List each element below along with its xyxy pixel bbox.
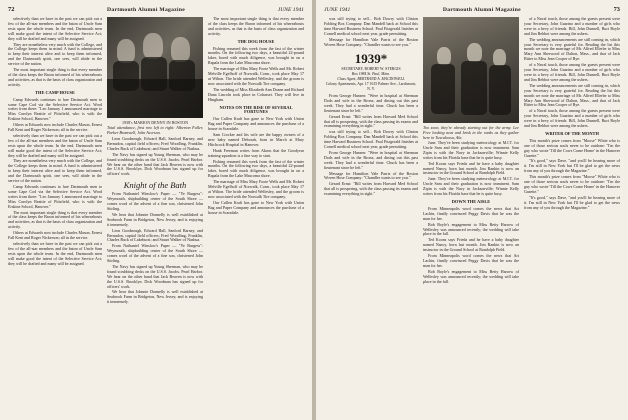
paragraph: The Navy has signed up Young Sherman, who may be found scrubbing decks on the U.S.S. Jacobs. Pearl Harbor. We hear on the other hand that Jack Beaven is now with the U.S.S. Brooklyn. Dick Woodman has signed up for officers' work. — [107, 263, 203, 289]
paragraph: selectively than we have in the past we can pick out a few of the all-star members and the baton of Uncle Sam rests upon the whole team. In the end, Dartmouth men will make good the intent of the Selective Service Act; they will be drafted and many will be assigned. — [8, 132, 102, 158]
paragraph: From Nathaniel Winslow's Paper — "Ye Burgess": Weymouth, shipbuilding center of the South Shore — comes word of the advent of a fine son, christened John Stirling. — [107, 191, 203, 211]
running-title: Dartmouth Alumni Magazine — [442, 6, 521, 13]
left-running-header — [8, 5, 304, 14]
article-title: Knight of the Bath — [123, 180, 187, 191]
paragraph: was still trying to sell... Bob Dowry with Clinton Folding Box Company. Dan Mandell back at School this time Harvard Business School. Paul Fitzgerald finishes at Cornell medical school next year, grade permitting. — [324, 129, 418, 150]
paragraph: Our Cullen Kraft has gone to New York with Union Bag and Paper Company and announces the purchase of a house in Scarsdale. — [208, 199, 304, 215]
paragraph: of a Naval touch, those among the guests present were your Secretary, John Guarino and a number of girls who were in a bevy of friends. Bill, John Dunnell, Burt Boyle and Jim Rebbot were among the ushers. — [524, 62, 620, 82]
paragraph: This month's prize comes from "Moose" White who is one of those serious souls never to be outdone: "I'm the guy who wrote 'Till the Cows Come Home' in the Hanover Gazette." — [524, 137, 620, 158]
right-page — [316, 0, 628, 420]
paragraph: Camp Edwards continues to lure Dartmouth men to some Cape Cod via the Selective Service Act. Word writes from there: "Leo January 1 announced marriage to Miss Carolyn Beattie of Pittsfield, who is with the Erskine School, Hanover." — [8, 96, 102, 122]
paragraph: Gerard Ernst: "Bill writes from Harvard Med School that all is prospering, with the class passing its exams and examining everything in sight." — [324, 181, 418, 197]
paragraph: "It's good," says Dave, "and you'll be hearing more of it. I'm still in New York but I'll be glad to get the news from any of you through the Magazine." — [524, 158, 620, 174]
paragraph: Hank Freeman writes from Akron that the Goodyear training squadron is a fine way to start. — [208, 147, 304, 158]
army-photo — [423, 17, 519, 123]
running-month: JUNE 1941 — [324, 6, 351, 13]
section-heading: WRITER OF THE MONTH — [545, 130, 599, 136]
right-running-header — [324, 5, 620, 14]
photo-caption: Too soon, they're already starting out for the army. Lee Free looking neat and brisk in the ranks as they gather here in Tuscaloosa, Ala. — [423, 125, 519, 140]
paragraph: They are nonetheless very much with the College, and the College keeps them in mind. A fund is administered to keep their interest alive and to keep them informed, and the Dartmouth spirit, one sees, will abide in the service of the nation. — [8, 41, 102, 67]
paragraph: Leon Goodnough, Edward Hall, Sanford Barney, and Bernadon, capital field officers; Fred Woodling, Franklin, Charles Buck of Lakehurst; and Stuart Walker of Nashua. — [107, 136, 203, 151]
class-agent-line: Class Agent, BERTRAND A. MACDOWELL — [337, 77, 405, 82]
paragraph: Bob Boyle's engagement to Miss Betty Harrow of Wellesley was announced recently; the wedding will take place in the fall. — [423, 268, 519, 284]
paragraph: The wedding announcements are still coming in, which your Secretary is very grateful for. Reading the list this month we note the marriage of Mr. Alfred Ellerbe to Miss Mary Ann Sherwood of Dalton, Mass., and that of Jack Bitter to Miss Jean Cooper of Rye. — [524, 36, 620, 62]
right-column-1 — [324, 17, 418, 415]
section-heading: THE CAMP HOUSE — [35, 89, 75, 95]
secretary-address: Box 1984 St. Paul, Minn. — [351, 72, 391, 77]
section-heading: NOTES ON THE RISE OF SEVERAL FORTUNES — [219, 104, 293, 115]
paragraph: was still trying to sell... Bob Dowry with Clinton Folding Box Company. Dan Mandell back at School this time Harvard Business School. Paul Fitzgerald finishes at Cornell medical school next year, grade permitting. — [324, 16, 418, 36]
paragraph: From George Hansen: "Were in hospital at Sherman Dods and wife in the Bronx, and dining out this past week. They had a wonderful time. Chuck has been a lieutenant since he left." — [324, 92, 418, 113]
paragraph: Others at Edwards now include Charles Mason, Ernest Fall Kent and Roger Nickerson; all in the service. — [8, 122, 102, 133]
paragraph: From Minneapolis word comes the news that Art Lachin, finally convinced Peggy Davis that he was the man for her. — [423, 205, 519, 221]
paragraph: The most important single thing is that every member of the class keeps the Baron informed of his whereabouts and activities, as that is the basis of class organization and activity. — [8, 67, 102, 87]
paragraph: of a Naval touch, those among the guests present were your Secretary, John Guarino and a number of girls who were in a bevy of friends. Bill, John Dunnell, Burt Boyle and Jim Rebbot were among the ushers. — [524, 108, 620, 129]
right-column-3 — [524, 17, 620, 415]
running-title: Dartmouth Alumni Magazine — [107, 6, 186, 13]
paragraph: Camp Edwards continues to lure Dartmouth men to some Cape Cod via the Selective Service Act. Word writes from there: "Leo January 1 announced marriage to Miss Carolyn Beattie of Pittsfield, who is with the Erskine School, Hanover." — [8, 184, 102, 209]
paragraph: Ted Koons says Frieda and he have a baby daughter named Nancy, born last month. Jim Rankin is now an instructor in the Ground School at Randolph Field. — [423, 160, 519, 176]
class-photo — [107, 17, 203, 118]
section-heading: DOWN THE AISLE — [451, 198, 491, 204]
paragraph: Ted Koons says Frieda and he have a baby daughter named Nancy, born last month. Jim Rankin is now an instructor in the Ground School at Randolph Field. — [423, 237, 519, 253]
right-column-2 — [423, 141, 519, 415]
paragraph: They are nonetheless very much with the College, and the College keeps them in mind. A fund is administered to keep their interest alive and to keep them informed, and the Dartmouth spirit, one sees, will abide in the service of the nation. — [8, 158, 102, 184]
paragraph: Others at Edwards now include Charles Mason, Ernest Fall Kent and Roger Nickerson; all in the service. — [8, 230, 102, 241]
secretary-line: SECRETARY, ROBERT W. STERGIS — [341, 67, 401, 72]
left-page — [0, 0, 312, 420]
paragraph: Sam Crocker and his wife are the happy owners of a new baby named Deborah, born in March at Mary Hitchcock Hospital in Hanover. — [208, 132, 304, 147]
photo-caption: 1938's MARION DENNY IN BOSTON Total attendance, first row left to right: Alberton Fuller, Parker Bramwell, John Accrson. — [107, 120, 203, 135]
paragraph: Our Cullen Kraft has gone to New York with Union Bag and Paper Company and announces the purchase of a house in Scarsdale. — [208, 116, 304, 132]
paragraph: The wedding announcements are still coming in, which your Secretary is very grateful for. Reading the list this month we note the marriage of Mr. Alfred Ellerbe to Miss Mary Ann Sherwood of Dalton, Mass., and that of Jack Bitter to Miss Jean Cooper of Rye. — [524, 82, 620, 108]
paragraph: This month's prize comes from "Moose" White who is one of those serious souls never to be outdone: "I'm the guy who wrote 'Till the Cows Come Home' in the Hanover Gazette." — [524, 174, 620, 194]
paragraph: The Navy has signed up Young Sherman, who may be found scrubbing decks on the U.S.S. Jacobs. Pearl Harbor. We hear on the other hand that Jack Beaven is now with the U.S.S. Brooklyn. Dick Woodman has signed up for officers' work. — [107, 151, 203, 177]
paragraph: Gerard Ernst: "Bill writes from Harvard Med School that all is prospering, with the class passing its exams and examining everything in sight." — [324, 113, 418, 129]
left-column-3 — [208, 17, 304, 415]
page-number: 72 — [8, 6, 15, 13]
left-column-2 — [107, 137, 203, 415]
left-column-1 — [8, 17, 102, 415]
paragraph: selectively than we have in the past we can pick out a few of the all-star members and the baton of Uncle Sam rests upon the whole team. In the end, Dartmouth men will make good the intent of the Selective Service Act; they will be drafted and many will be assigned. — [8, 16, 102, 41]
paragraph: The marriage of Miss Mary Foote Wells and Mr. Robert Melville Egelhoff of Norwalk, Conn., took place May 17 at Wilton. The bride attended Wellesley, and the groom is now associated with the Norwalk Tire company. — [208, 66, 304, 86]
class-agent-address: Colony Apartments, Apt. 17 1615 Palmer Ave., Larchmont, N. Y. — [325, 82, 417, 92]
paragraph: Message for Hamilton Vale Parris of the Boston Woven Hose Company: "Chandler wants to see you." — [324, 170, 418, 181]
paragraph: selectively than we have in the past we can pick out a few of the all-star members and the baton of Uncle Sam rests upon the whole team. In the end, Dartmouth men will make good the intent of the Selective Service Act; they will be drafted and many will be assigned. — [8, 240, 102, 266]
paragraph: From Minneapolis word comes the news that Art Lachin, finally convinced Peggy Davis that he was the man for her. — [423, 253, 519, 268]
running-month: JUNE 1941 — [277, 6, 304, 13]
paragraph: We hear that Johnnie Donnelly is well established at Seabrook Farm in Bridgeton, New Jersey, and is enjoying it immensely. — [107, 211, 203, 227]
paragraph: Bob Boyle's engagement to Miss Betty Harrow of Wellesley was announced recently; the wedding will take place in the fall. — [423, 221, 519, 237]
paragraph: The marriage of Miss Mary Foote Wells and Mr. Robert Melville Egelhoff of Norwalk, Conn., took place May 17 at Wilton. The bride attended Wellesley, and the groom is now associated with the Norwalk Tire company. — [208, 179, 304, 199]
section-heading: THE DOG HOUSE — [237, 38, 275, 44]
paragraph: Message for Hamilton Vale Parris of the Boston Woven Hose Company: "Chandler wants to see you." — [324, 36, 418, 47]
paragraph: From George Hansen: "Were in hospital at Sherman Dods and wife in the Bronx, and dining out this past week. They had a wonderful time. Chuck has been a lieutenant since he left." — [324, 149, 418, 170]
paragraph: The most important single thing is that every member of the class keeps the Baron informed of his whereabouts and activities, as that is the basis of class organization and activity. — [208, 16, 304, 36]
paragraph: We hear that Johnnie Donnelly is well established at Seabrook Farm in Bridgeton, New Jersey, and is enjoying it immensely. — [107, 289, 203, 305]
paragraph: Fishing resumed this week from the fast of the winter months. On the following two days, a beautiful 22-pound laker, bored with much diligence, was brought in on a Rapala from the Lake Mascoma shore. — [208, 45, 304, 66]
page-number: 73 — [613, 6, 620, 13]
paragraph: From Nathaniel Winslow's Paper — "Ye Burgess": Weymouth, shipbuilding center of the South Shore — comes word of the advent of a fine son, christened John Stirling. — [107, 243, 203, 264]
paragraph: "It's good," says Dave, "and you'll be hearing more of it. I'm still in New York but I'll be glad to get the news from any of you through the Magazine." — [524, 194, 620, 210]
paragraph: June. They've been studying meteorology at M.I.T. for Uncle Sam and their graduation is now imminent. Sam Zipin is with the Navy in Jacksonville; Winnie Kelly writes from his Florida base that he is quite busy. — [423, 140, 519, 160]
class-year-heading: 1939* — [354, 51, 388, 67]
paragraph: of a Naval touch, those among the guests present were your Secretary, John Guarino and a number of girls who were in a bevy of friends. Bill, John Dunnell, Burt Boyle and Jim Rebbot were among the ushers. — [524, 16, 620, 36]
paragraph: The wedding of Miss Elizabeth Ann Doane and Richard Dana Lincoln took place in Cohasset. They will live in Hingham. — [208, 86, 304, 102]
paragraph: June. They've been studying meteorology at M.I.T. for Uncle Sam and their graduation is now imminent. Sam Zipin is with the Navy in Jacksonville; Winnie Kelly writes from his Florida base that he is quite busy. — [423, 176, 519, 197]
paragraph: The most important single thing is that every member of the class keeps the Baron informed of his whereabouts and activities, as that is the basis of class organization and activity. — [8, 209, 102, 230]
paragraph: Leon Goodnough, Edward Hall, Sanford Barney, and Bernadon, capital field officers; Fred Woodling, Franklin, Charles Buck of Lakehurst; and Stuart Walker of Nashua. — [107, 227, 203, 243]
paragraph: Fishing resumed this week from the fast of the winter months. On the following two days, a beautiful 22-pound laker, bored with much diligence, was brought in on a Rapala from the Lake Mascoma shore. — [208, 158, 304, 179]
